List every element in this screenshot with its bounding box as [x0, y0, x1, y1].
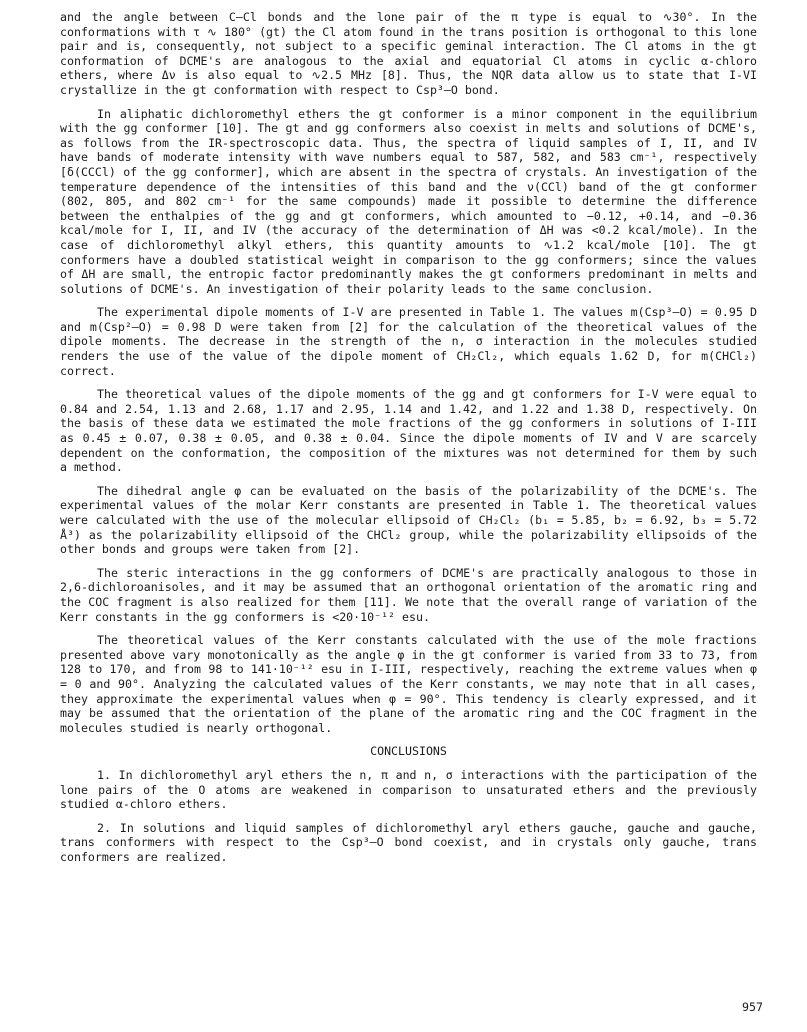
page-number: 957	[742, 1000, 763, 1014]
conclusion-item-2: 2. In solutions and liquid samples of dichloromethyl aryl ethers gauche, gauche and gauche, trans conformers with respect to the Csp³—O bond coexist, and in crystals only gauche, trans conformers are realized.	[60, 820, 757, 864]
paragraph-dipole-moments: The experimental dipole moments of I-V are presented in Table 1. The values m(Csp³—O) = 0.95 D and m(Csp²—O) = 0.98 D were taken from [2] for the calculation of the theoretical values of the dipole moments. The decrease in the strength of the n, σ interaction in the molecules studied renders the use of the value of the dipole moment of CH₂Cl₂, which equals 1.62 D, for m(CHCl₂) correct.	[60, 305, 757, 378]
paragraph-kerr-constants: The theoretical values of the Kerr constants calculated with the use of the mole fractions presented above vary monotonically as the angle φ in the gt conformer is varied from 33 to 73, from 128 to 170, and from 98 to 141·10⁻¹² esu in I-III, respectively, reaching the extreme values when φ = 0 and 90°. Analyzing the calculated values of the Kerr constants, we may note that in all cases, they approximate the experimental values when φ = 90°. This tendency is clearly expressed, and it may be assumed that the orientation of the plane of the aromatic ring and the COC fragment in the molecules studied is nearly orthogonal.	[60, 633, 757, 735]
paragraph-nqr-conformation: and the angle between C—Cl bonds and the lone pair of the π type is equal to ∿30°. In the conformations with τ ∿ 180° (gt) the Cl atom found in the trans position is orthogonal to this lone pair and is, consequently, not subject to a specific geminal interaction. The Cl atoms in the gt conformation of DCME's are analogous to the axial and equatorial Cl atoms in cyclic α-chloro ethers, where Δν is also equal to ∿2.5 MHz [8]. Thus, the NQR data allow us to state that I-VI crystallize in the gt conformation with respect to Csp³—O bond.	[60, 10, 757, 97]
conclusions-heading: CONCLUSIONS	[370, 744, 447, 759]
paragraph-theoretical-dipoles: The theoretical values of the dipole moments of the gg and gt conformers for I-V were equal to 0.84 and 2.54, 1.13 and 2.68, 1.17 and 2.95, 1.14 and 1.42, and 1.22 and 1.38 D, respectively. On the basis of these data we estimated the mole fractions of the gg conformers in solutions of I-III as 0.45 ± 0.07, 0.38 ± 0.05, and 0.38 ± 0.04. Since the dipole moments of IV and V are scarcely dependent on the conformation, the composition of the mixtures was not determined for them by such a method.	[60, 387, 757, 475]
conclusion-item-1: 1. In dichloromethyl aryl ethers the n, π and n, σ interactions with the participation of the lone pairs of the O atoms are weakened in comparison to unsaturated ethers and the previously studied α-chloro ethers.	[60, 767, 757, 812]
paragraph-dihedral-angle: The dihedral angle φ can be evaluated on the basis of the polarizability of the DCME's. The experimental values of the molar Kerr constants are presented in Table 1. The theoretical values were calculated with the use of the molecular ellipsoid of CH₂Cl₂ (b₁ = 5.85, b₂ = 6.92, b₃ = 5.72 Å³) as the polarizability ellipsoid of the CHCl₂ group, while the polarizability ellipsoids of the other bonds and groups were taken from [2].	[60, 483, 757, 557]
paragraph-steric-interactions: The steric interactions in the gg conformers of DCME's are practically analogous to those in 2,6-dichloroanisoles, and it may be assumed that an orthogonal orientation of the aromatic ring and the COC fragment is also realized for them [11]. We note that the overall range of variation of the Kerr constants in the gg conformers is <20·10⁻¹² esu.	[60, 565, 757, 624]
paragraph-aliphatic-ethers: In aliphatic dichloromethyl ethers the gt conformer is a minor component in the equilibrium with the gg conformer [10]. The gt and gg conformers also coexist in melts and solutions of DCME's, as follows from the IR-spectroscopic data. Thus, the spectra of liquid samples of I, II, and IV have bands of moderate intensity with wave numbers equal to 587, 582, and 583 cm⁻¹, respectively [δ(CCCl) of the gg conformer], which are absent in the spectra of crystals. An investigation of the temperature dependence of the intensities of this band and the ν(CCl) band of the gt conformer (802, 805, and 802 cm⁻¹ for the same compounds) made it possible to determine the difference between the enthalpies of the gg and gt conformers, which amounted to −0.12, +0.14, and −0.36 kcal/mole for I, II, and IV (the accuracy of the determination of ΔH was <0.2 kcal/mole). In the case of dichloromethyl alkyl ethers, this quantity amounts to ∿1.2 kcal/mole [10]. The gt conformers have a doubled statistical weight in comparison to the gg conformers; since the values of ΔH are small, the entropic factor predominantly makes the gt conformers predominant in melts and solutions of DCME's. An investigation of their polarity leads to the same conclusion.	[60, 106, 757, 296]
